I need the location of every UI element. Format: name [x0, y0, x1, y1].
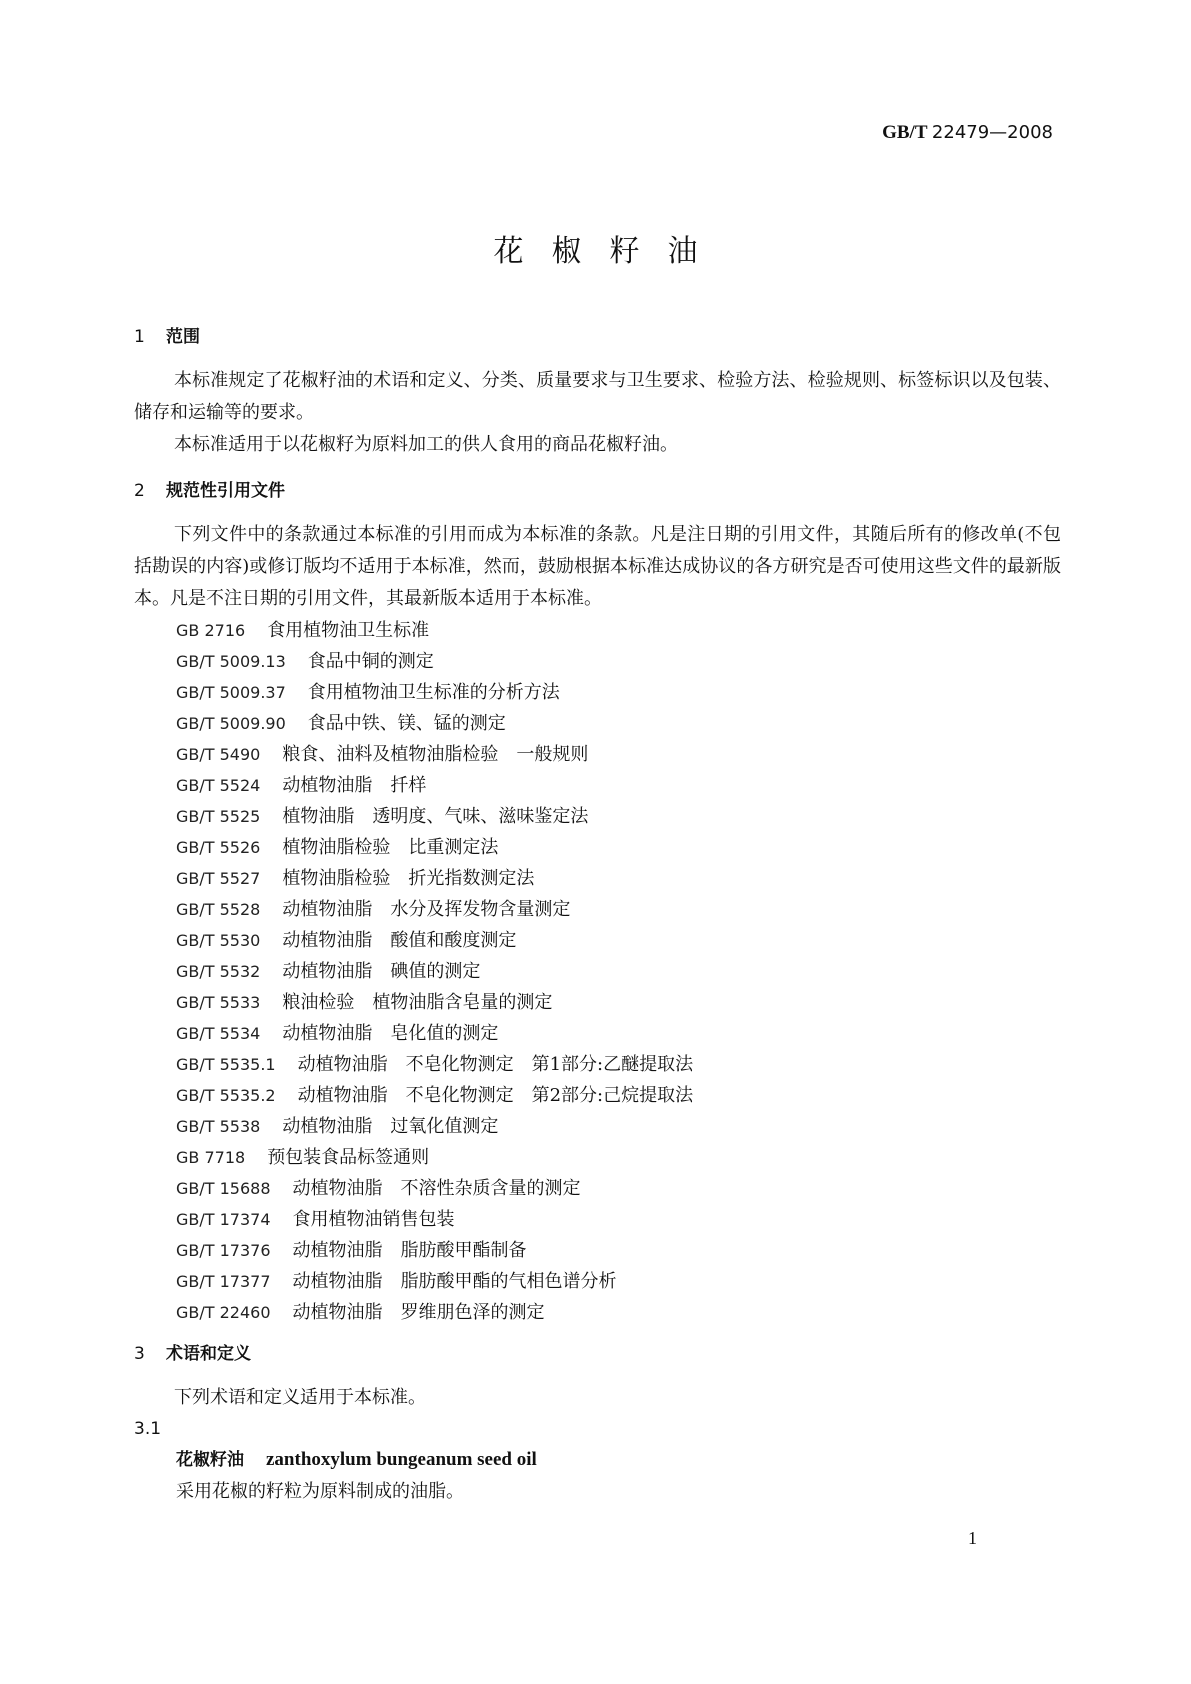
reference-item [176, 987, 1061, 1018]
terms-intro: 下列术语和定义适用于本标准。 [174, 1387, 426, 1408]
reference-title: 动植物油脂 脂肪酸甲酯制备 [292, 1240, 527, 1261]
reference-code: GB/T 5535.2 [176, 1086, 276, 1105]
reference-item [176, 739, 1061, 770]
reference-title: 动植物油脂 罗维朋色泽的测定 [292, 1302, 545, 1323]
reference-title: 动植物油脂 过氧化值测定 [282, 1116, 499, 1137]
section-number: 2 [134, 481, 145, 501]
reference-title: 食用植物油卫生标准 [267, 620, 430, 641]
reference-title: 动植物油脂 脂肪酸甲酯的气相色谱分析 [292, 1271, 617, 1292]
reference-code: GB/T 5533 [176, 993, 261, 1012]
reference-item [176, 1049, 1061, 1080]
reference-title: 动植物油脂 不溶性杂质含量的测定 [292, 1178, 581, 1199]
document-title: 花椒籽油 [493, 234, 726, 269]
reference-title: 食品中铁、镁、锰的测定 [307, 713, 506, 734]
reference-title: 动植物油脂 酸值和酸度测定 [282, 930, 517, 951]
reference-code: GB/T 5532 [176, 962, 261, 981]
term-entry [176, 1444, 1061, 1476]
section-number: 3 [134, 1344, 145, 1364]
reference-title: 食用植物油卫生标准的分析方法 [307, 682, 560, 703]
reference-code: GB/T 5009.13 [176, 652, 286, 671]
reference-item [176, 1266, 1061, 1297]
reference-item [176, 863, 1061, 894]
reference-title: 动植物油脂 水分及挥发物含量测定 [282, 899, 571, 920]
reference-title: 植物油脂 透明度、气味、滋味鉴定法 [282, 806, 589, 827]
standard-number [882, 122, 1053, 144]
scope-paragraph: 本标准适用于以花椒籽为原料加工的供人食用的商品花椒籽油。 [174, 434, 678, 455]
reference-item [176, 801, 1061, 832]
reference-code: GB/T 5009.90 [176, 714, 286, 733]
reference-code: GB/T 5528 [176, 900, 261, 919]
reference-code: GB/T 5534 [176, 1024, 261, 1043]
reference-item [176, 1297, 1061, 1328]
reference-list [134, 615, 1061, 1328]
reference-title: 粮油检验 植物油脂含皂量的测定 [282, 992, 553, 1013]
section-3-heading [134, 1342, 1061, 1366]
scope-paragraph: 本标准规定了花椒籽油的术语和定义、分类、质量要求与卫生要求、检验方法、检验规则、标签标识以及包装、储存和运输等的要求。 [134, 370, 1061, 423]
reference-title: 动植物油脂 碘值的测定 [282, 961, 481, 982]
reference-code: GB/T 5526 [176, 838, 261, 857]
standard-prefix: GB/T [882, 122, 928, 143]
term-chinese: 花椒籽油 [176, 1450, 244, 1470]
term-english: zanthoxylum bungeanum seed oil [266, 1449, 537, 1470]
reference-code: GB 7718 [176, 1148, 246, 1167]
reference-code: GB/T 17377 [176, 1272, 271, 1291]
reference-code: GB/T 5525 [176, 807, 261, 826]
normative-references-intro: 下列文件中的条款通过本标准的引用而成为本标准的条款。凡是注日期的引用文件，其随后所有的修改单(不包括勘误的内容)或修订版均不适用于本标准，然而，鼓励根据本标准达成协议的各方研究是否可使用这些文件的最新版本。凡是不注日期的引用文件，其最新版本适用于本标准。 [134, 524, 1061, 609]
reference-title: 食用植物油销售包装 [292, 1209, 455, 1230]
reference-code: GB 2716 [176, 621, 246, 640]
section-title: 术语和定义 [166, 1344, 251, 1364]
reference-title: 动植物油脂 不皂化物测定 第1部分:乙醚提取法 [297, 1054, 694, 1075]
reference-item [176, 615, 1061, 646]
reference-title: 食品中铜的测定 [307, 651, 434, 672]
reference-title: 动植物油脂 不皂化物测定 第2部分:己烷提取法 [297, 1085, 694, 1106]
reference-code: GB/T 5524 [176, 776, 261, 795]
term-definition: 采用花椒的籽粒为原料制成的油脂。 [176, 1481, 464, 1502]
section-title: 规范性引用文件 [166, 481, 285, 501]
reference-item [176, 708, 1061, 739]
reference-item [176, 832, 1061, 863]
reference-item [176, 1111, 1061, 1142]
reference-item [176, 894, 1061, 925]
reference-code: GB/T 5009.37 [176, 683, 286, 702]
reference-code: GB/T 17376 [176, 1241, 271, 1260]
reference-code: GB/T 17374 [176, 1210, 271, 1229]
reference-title: 粮食、油料及植物油脂检验 一般规则 [282, 744, 589, 765]
reference-code: GB/T 5527 [176, 869, 261, 888]
reference-item [176, 1080, 1061, 1111]
reference-item [176, 646, 1061, 677]
reference-title: 动植物油脂 扦样 [282, 775, 427, 796]
reference-item [176, 956, 1061, 987]
reference-item [176, 1204, 1061, 1235]
section-2-heading [134, 479, 1061, 503]
reference-title: 预包装食品标签通则 [267, 1147, 430, 1168]
reference-title: 动植物油脂 皂化值的测定 [282, 1023, 499, 1044]
reference-item [176, 1235, 1061, 1266]
standard-code: 22479—2008 [931, 122, 1053, 143]
section-number: 1 [134, 327, 145, 347]
reference-title: 植物油脂检验 比重测定法 [282, 837, 499, 858]
document-body [134, 325, 1061, 1508]
reference-code: GB/T 5530 [176, 931, 261, 950]
reference-code: GB/T 5538 [176, 1117, 261, 1136]
reference-item [176, 1173, 1061, 1204]
reference-item [176, 1018, 1061, 1049]
reference-code: GB/T 22460 [176, 1303, 271, 1322]
reference-item [176, 1142, 1061, 1173]
reference-title: 植物油脂检验 折光指数测定法 [282, 868, 535, 889]
reference-code: GB/T 5535.1 [176, 1055, 276, 1074]
section-title: 范围 [166, 327, 200, 347]
section-1-heading [134, 325, 1061, 349]
reference-item [176, 677, 1061, 708]
page-number: 1 [968, 1528, 977, 1548]
reference-item [176, 925, 1061, 956]
reference-code: GB/T 15688 [176, 1179, 271, 1198]
clause-number: 3.1 [134, 1419, 162, 1439]
reference-code: GB/T 5490 [176, 745, 261, 764]
reference-item [176, 770, 1061, 801]
